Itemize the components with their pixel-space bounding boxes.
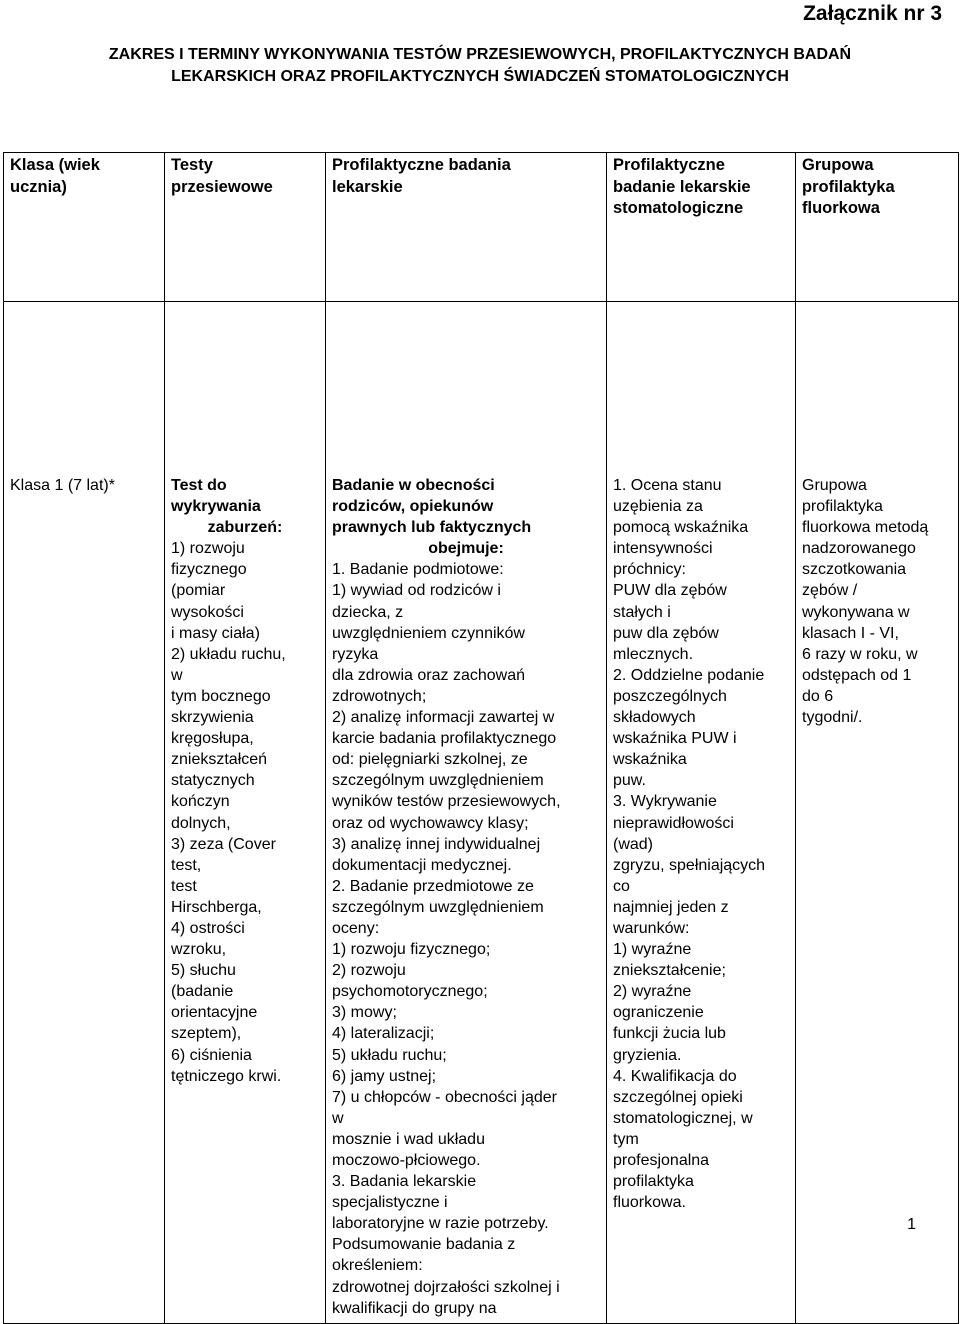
cell-line: szczególnym uwzględnieniem <box>332 898 544 916</box>
cell-line: oceny: <box>332 919 380 937</box>
cell-line: stomatologicznej, w <box>613 1109 753 1127</box>
cell-line: puw dla zębów <box>613 624 719 642</box>
cell-line: zniekształcenie; <box>613 962 726 980</box>
cell-line: 3) zeza (Cover <box>171 835 276 853</box>
cell-line: profilaktyka <box>613 1173 694 1191</box>
cell-screening-tests <box>165 302 326 1324</box>
cell-line: mlecznych. <box>613 645 694 663</box>
cell-line: wykonywana w <box>802 603 910 621</box>
cell-line: 2) analizę informacji zawartej w <box>332 709 555 727</box>
cell-line: składowych <box>613 709 696 727</box>
cell-line: 3) mowy; <box>332 1004 397 1022</box>
cell-line: co <box>613 877 630 895</box>
title-line-2: LEKARSKICH ORAZ PROFILAKTYCZNYCH ŚWIADCZEŃ STOMATOLOGICZNYCH <box>171 68 789 85</box>
cell-line: obejmuje: <box>428 540 504 558</box>
cell-line: określeniem: <box>332 1257 423 1275</box>
cell-line: uwzględnieniem czynników <box>332 624 525 642</box>
cell-line: 6) ciśnienia <box>171 1046 252 1064</box>
cell-line: wskaźnika PUW i <box>613 730 737 748</box>
cell-line: puw. <box>613 772 646 790</box>
cell-dental-exam <box>607 302 796 1324</box>
cell-line: 2) układu ruchu, <box>171 645 286 663</box>
cell-line: wzroku, <box>171 941 227 959</box>
cell-line: zdrowotnych; <box>332 687 427 705</box>
cell-line: próchnicy: <box>613 561 686 579</box>
cell-line: zaburzeń: <box>207 519 283 537</box>
cell-line: 1. Badanie podmiotowe: <box>332 561 504 579</box>
cell-line: 1) wyraźne <box>613 941 692 959</box>
document-title <box>20 44 940 88</box>
cell-line: do 6 <box>802 687 834 705</box>
cell-line: 2. Badanie przedmiotowe ze <box>332 877 534 895</box>
cell-line: 1) rozwoju fizycznego; <box>332 941 491 959</box>
cell-line: tętniczego krwi. <box>171 1067 282 1085</box>
cell-line: statycznych <box>171 772 255 790</box>
cell-line: szeptem), <box>171 1025 242 1043</box>
cell-line: klasach I - VI, <box>802 624 899 642</box>
cell-line: ograniczenie <box>613 1004 704 1022</box>
cell-line: Grupowa <box>802 477 867 494</box>
cell-line: od: pielęgniarki szkolnej, ze <box>332 751 528 769</box>
cell-line: poszczególnych <box>613 687 727 705</box>
cell-line: test, <box>171 856 202 874</box>
cell-line: Badanie w obecności <box>332 477 495 494</box>
cell-line: 4. Kwalifikacja do <box>613 1067 737 1085</box>
cell-line: 3. Wykrywanie <box>613 793 717 811</box>
cell-line: intensywności <box>613 540 713 558</box>
cell-line: (wad) <box>613 835 654 853</box>
cell-line: wyników testów przesiewowych, <box>332 793 561 811</box>
cell-line: oraz od wychowawcy klasy; <box>332 814 529 832</box>
cell-line: kręgosłupa, <box>171 730 254 748</box>
cell-line: mosznie i wad układu <box>332 1130 485 1148</box>
cell-line: funkcji żucia lub <box>613 1025 726 1043</box>
cell-fluoride <box>796 302 959 1324</box>
cell-line: nadzorowanego <box>802 540 916 558</box>
cell-line: karcie badania profilaktycznego <box>332 730 557 748</box>
cell-line: tym bocznego <box>171 687 271 705</box>
cell-line: w <box>332 1109 344 1127</box>
cell-line: 1) rozwoju <box>171 540 245 558</box>
cell-line: specjalistyczne i <box>332 1194 448 1212</box>
cell-line: ryzyka <box>332 645 379 663</box>
cell-line: zgryzu, spełniających <box>613 856 766 874</box>
header-fluoride: Grupowa profilaktyka fluorkowa <box>796 153 959 302</box>
cell-line: nieprawidłowości <box>613 814 734 832</box>
cell-line: 5) układu ruchu; <box>332 1046 447 1064</box>
cell-line: zębów / <box>802 582 858 600</box>
cell-line: profesjonalna <box>613 1152 710 1169</box>
cell-line: tym <box>613 1130 639 1148</box>
table-header-row <box>4 153 959 302</box>
cell-line: 6) jamy ustnej; <box>332 1067 437 1085</box>
cell-line: dolnych, <box>171 814 231 832</box>
cell-line: kończyn <box>171 793 230 811</box>
cell-line: (badanie <box>171 983 234 1001</box>
cell-line: 3. Badania lekarskie <box>332 1173 477 1191</box>
cell-line: dokumentacji medycznej. <box>332 856 512 874</box>
cell-line: wskaźnika <box>613 751 687 769</box>
title-line-1: ZAKRES I TERMINY WYKONYWANIA TESTÓW PRZESIEWOWYCH, PROFILAKTYCZNYCH BADAŃ <box>108 46 852 63</box>
cell-line: psychomotorycznego; <box>332 983 488 1001</box>
cell-line: wykrywania <box>171 498 261 516</box>
page-number: 1 <box>907 1216 916 1233</box>
cell-line: pomocą wskaźnika <box>613 519 749 537</box>
cell-line: gryzienia. <box>613 1046 682 1064</box>
cell-line: Hirschberga, <box>171 898 262 916</box>
cell-line: Klasa 1 (7 lat)* <box>10 477 115 494</box>
cell-line: stałych i <box>613 603 671 621</box>
cell-line: 1) wywiad od rodziców i <box>332 582 501 600</box>
cell-line: 7) u chłopców - obecności jąder <box>332 1088 558 1106</box>
cell-line: 2. Oddzielne podanie <box>613 666 765 684</box>
cell-line: 4) ostrości <box>171 919 245 937</box>
cell-line: warunków: <box>613 919 690 937</box>
cell-line: 5) słuchu <box>171 962 236 980</box>
cell-line: 3) analizę innej indywidualnej <box>332 835 541 853</box>
cell-line: kwalifikacji do grupy na <box>332 1299 497 1317</box>
cell-line: PUW dla zębów <box>613 582 727 600</box>
cell-line: zniekształceń <box>171 751 268 769</box>
cell-line: fluorkowa. <box>613 1194 686 1212</box>
cell-line: 2) wyraźne <box>613 983 692 1001</box>
cell-line: szczególnej opieki <box>613 1088 743 1106</box>
table-row <box>4 302 959 1324</box>
header-medical-exams: Profilaktyczne badania lekarskie <box>326 153 607 302</box>
cell-line: dziecka, z <box>332 603 404 621</box>
cell-line: zdrowotnej dojrzałości szkolnej i <box>332 1278 560 1296</box>
cell-line: dla zdrowia oraz zachowań <box>332 666 525 684</box>
cell-line: w <box>171 666 183 684</box>
cell-line: 2) rozwoju <box>332 962 406 980</box>
cell-line: fluorkowa metodą <box>802 519 929 537</box>
cell-line: 6 razy w roku, w <box>802 645 918 663</box>
cell-line: test <box>171 877 197 895</box>
cell-line: Test do <box>171 477 227 494</box>
cell-line: tygodni/. <box>802 709 863 727</box>
cell-line: wysokości <box>171 603 244 621</box>
cell-line: szczególnym uwzględnieniem <box>332 772 544 790</box>
header-dental-exam: Profilaktyczne badanie lekarskie stomatologiczne <box>607 153 796 302</box>
cell-line: odstępach od 1 <box>802 666 912 684</box>
header-class-age: Klasa (wiek ucznia) <box>4 153 165 302</box>
cell-line: orientacyjne <box>171 1004 258 1022</box>
cell-line: moczowo-płciowego. <box>332 1152 481 1169</box>
cell-line: profilaktyka <box>802 498 883 516</box>
cell-line: 4) lateralizacji; <box>332 1025 435 1043</box>
cell-line: prawnych lub faktycznych <box>332 519 532 537</box>
cell-medical-exams <box>326 302 607 1324</box>
cell-line: skrzywienia <box>171 709 254 727</box>
cell-line: i masy ciała) <box>171 624 260 642</box>
schedule-table <box>3 152 959 1324</box>
cell-line: fizycznego <box>171 561 247 579</box>
cell-line: rodziców, opiekunów <box>332 498 494 516</box>
cell-line: laboratoryjne w razie potrzeby. <box>332 1215 549 1233</box>
cell-class <box>4 302 165 1324</box>
cell-line: najmniej jeden z <box>613 898 729 916</box>
cell-line: szczotkowania <box>802 561 907 579</box>
cell-line: uzębienia za <box>613 498 703 516</box>
cell-line: Podsumowanie badania z <box>332 1236 516 1254</box>
annex-label: Załącznik nr 3 <box>803 2 942 25</box>
header-screening-tests: Testy przesiewowe <box>165 153 326 302</box>
cell-line: 1. Ocena stanu <box>613 477 722 494</box>
cell-line: (pomiar <box>171 582 226 600</box>
